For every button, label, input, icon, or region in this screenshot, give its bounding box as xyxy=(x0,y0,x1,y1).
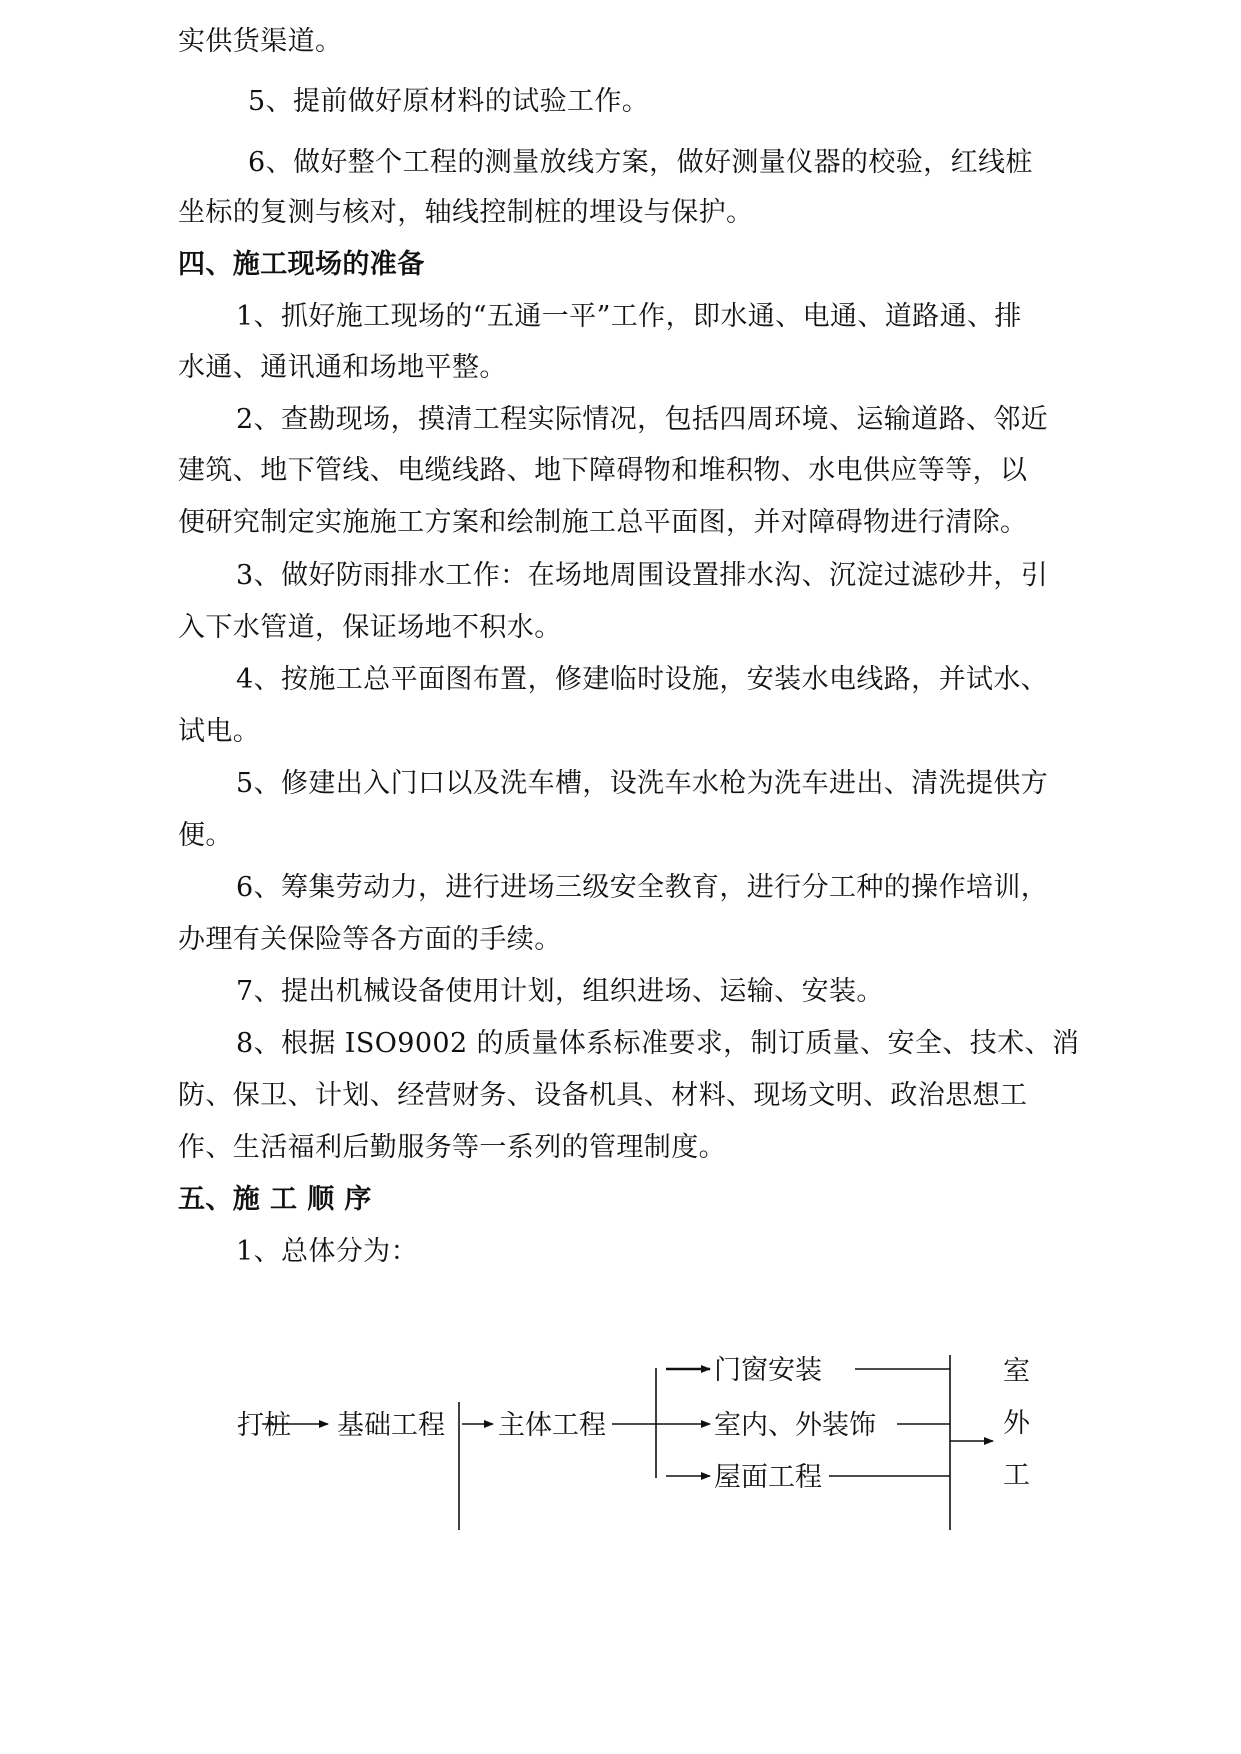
paragraph-line: 6、筹集劳动力，进行进场三级安全教育，进行分工种的操作培训， xyxy=(236,872,1049,903)
section-heading: 五、施 工 顺 序 xyxy=(178,1184,372,1215)
paragraph-line: 便。 xyxy=(178,820,233,851)
paragraph-line: 办理有关保险等各方面的手续。 xyxy=(178,924,562,955)
paragraph-line: 4、按施工总平面图布置，修建临时设施，安装水电线路，并试水、 xyxy=(236,664,1049,695)
paragraph-line: 建筑、地下管线、电缆线路、地下障碍物和堆积物、水电供应等等，以 xyxy=(178,455,1028,486)
paragraph-line: 防、保卫、计划、经营财务、设备机具、材料、现场文明、政治思想工 xyxy=(178,1080,1028,1111)
paragraph-line: 3、做好防雨排水工作：在场地周围设置排水沟、沉淀过滤砂井，引 xyxy=(236,560,1049,591)
paragraph-line: 实供货渠道。 xyxy=(178,26,343,57)
node-outdoor-char-3: 工 xyxy=(1003,1460,1030,1491)
paragraph-line: 5、提前做好原材料的试验工作。 xyxy=(248,86,650,117)
node-decoration: 室内、外装饰 xyxy=(714,1410,876,1441)
paragraph-line: 5、修建出入门口以及洗车槽，设洗车水枪为洗车进出、清洗提供方 xyxy=(236,768,1049,799)
paragraph-line: 2、查勘现场，摸清工程实际情况，包括四周环境、运输道路、邻近 xyxy=(236,404,1049,435)
node-doors-windows: 门窗安装 xyxy=(714,1355,822,1386)
paragraph-line: 便研究制定实施施工方案和绘制施工总平面图，并对障碍物进行清除。 xyxy=(178,507,1028,538)
node-main-structure: 主体工程 xyxy=(498,1410,606,1441)
node-outdoor-char-2: 外 xyxy=(1003,1408,1030,1439)
paragraph-line: 1、总体分为： xyxy=(236,1236,418,1267)
paragraph-line: 作、生活福利后勤服务等一系列的管理制度。 xyxy=(178,1132,726,1163)
paragraph-line: 1、抓好施工现场的“五通一平”工作，即水通、电通、道路通、排 xyxy=(236,301,1022,332)
node-foundation: 基础工程 xyxy=(337,1410,445,1441)
paragraph-line: 7、提出机械设备使用计划，组织进场、运输、安装。 xyxy=(236,976,884,1007)
paragraph-line: 试电。 xyxy=(178,716,261,747)
paragraph-line: 入下水管道，保证场地不积水。 xyxy=(178,612,562,643)
paragraph-line: 水通、通讯通和场地平整。 xyxy=(178,352,507,383)
node-outdoor-char-1: 室 xyxy=(1003,1356,1030,1387)
paragraph-line: 6、做好整个工程的测量放线方案，做好测量仪器的校验，红线桩 xyxy=(248,147,1033,178)
section-heading: 四、施工现场的准备 xyxy=(178,249,425,280)
node-piling: 打桩 xyxy=(237,1410,291,1441)
paragraph-line: 坐标的复测与核对，轴线控制桩的埋设与保护。 xyxy=(178,197,754,228)
paragraph-line: 8、根据 ISO9002 的质量体系标准要求，制订质量、安全、技术、消 xyxy=(236,1028,1080,1059)
node-roofing: 屋面工程 xyxy=(714,1462,822,1493)
